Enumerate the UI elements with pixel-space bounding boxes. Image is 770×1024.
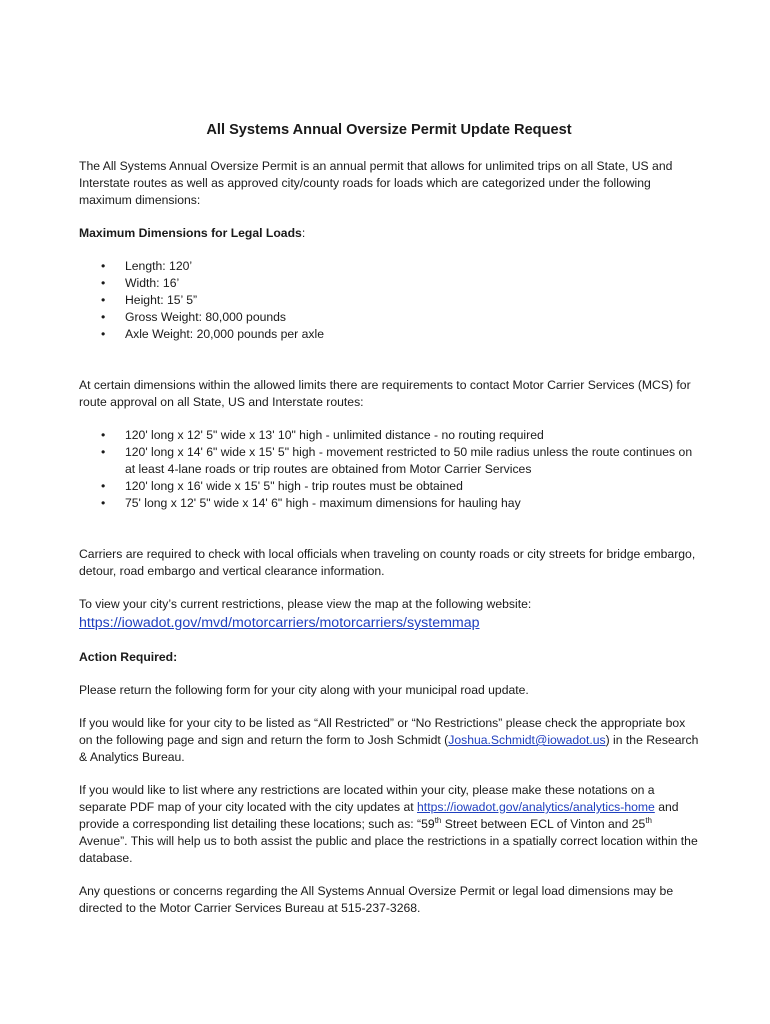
restrictions-text-mid2: Street between ECL of Vinton and 25 [441, 817, 646, 831]
legal-load-item: • Height: 15’ 5” [79, 292, 699, 309]
ordinal-suffix: th [645, 815, 652, 825]
mcs-intro-paragraph: At certain dimensions within the allowed limits there are requirements to contact Motor Carrier Services (MCS) for route approval on all State, US and Interstate routes: [79, 378, 691, 409]
legal-loads-heading-label: Maximum Dimensions for Legal Loads [79, 226, 302, 240]
mcs-dimensions-list [79, 427, 699, 512]
legal-loads-heading [79, 225, 699, 242]
analytics-link[interactable]: https://iowadot.gov/analytics/analytics-home [417, 800, 655, 814]
view-restrictions-text: To view your city’s current restrictions, please view the map at the following website: [79, 597, 532, 611]
document-page [79, 120, 699, 917]
system-map-link[interactable]: https://iowadot.gov/mvd/motorcarriers/motorcarriers/systemmap [79, 615, 480, 631]
email-link[interactable]: Joshua.Schmidt@iowadot.us [448, 733, 606, 747]
action-required-heading: Action Required: [79, 650, 178, 664]
return-form-paragraph: Please return the following form for your city along with your municipal road update. [79, 683, 529, 697]
listed-text-start: If you would like for your city to be listed as “All Restricted” or “No Restrictions” please check the appropriate box on the following page and sign and return the form to Josh Schmidt ( [79, 716, 686, 747]
restrictions-text-mid: and provide a corresponding list detailing these locations; such as: “59 [79, 800, 679, 831]
listed-text-end: ) in the Research & Analytics Bureau. [79, 733, 699, 764]
mcs-dimension-item: • 120' long x 16' wide x 15' 5" high - trip routes must be obtained [79, 478, 699, 495]
listed-paragraph [79, 715, 699, 766]
mcs-dimension-item: • 75' long x 12' 5" wide x 14' 6" high - maximum dimensions for hauling hay [79, 495, 699, 512]
mcs-dimension-item: • 120' long x 12' 5" wide x 13' 10" high - unlimited distance - no routing required [79, 427, 699, 444]
legal-load-item: • Length: 120’ [79, 258, 699, 275]
legal-loads-heading-colon: : [301, 226, 306, 240]
ordinal-suffix: th [434, 815, 442, 825]
restrictions-text-start: If you would like to list where any restrictions are located within your city, please make these notations on a separate PDF map of your city located with the city updates at [79, 783, 655, 814]
legal-loads-list [79, 258, 699, 343]
questions-paragraph: Any questions or concerns regarding the All Systems Annual Oversize Permit or legal load dimensions may be directed to the Motor Carrier Services Bureau at 515-237-3268. [79, 884, 674, 915]
mcs-dimension-item: • 120' long x 14' 6" wide x 15' 5" high - movement restricted to 50 mile radius unless the route continues on at least 4-lane roads or trip routes are obtained from Motor Carrier Services [79, 444, 699, 478]
legal-load-item: • Gross Weight: 80,000 pounds [79, 309, 699, 326]
carriers-paragraph: Carriers are required to check with local officials when traveling on county roads or city streets for bridge embargo, detour, road embargo and vertical clearance information. [79, 547, 696, 578]
legal-load-item: • Width: 16’ [79, 275, 699, 292]
intro-paragraph: The All Systems Annual Oversize Permit is an annual permit that allows for unlimited trips on all State, US and Interstate routes as well as approved city/county roads for loads which are categorized under the following maximum dimensions: [79, 159, 673, 207]
restrictions-paragraph [79, 782, 699, 867]
document-title: All Systems Annual Oversize Permit Update Request [206, 122, 572, 138]
restrictions-text-end: Avenue”. This will help us to both assist the public and place the restrictions in a spatially correct location within the database. [79, 834, 698, 865]
legal-load-item: • Axle Weight: 20,000 pounds per axle [79, 326, 699, 343]
